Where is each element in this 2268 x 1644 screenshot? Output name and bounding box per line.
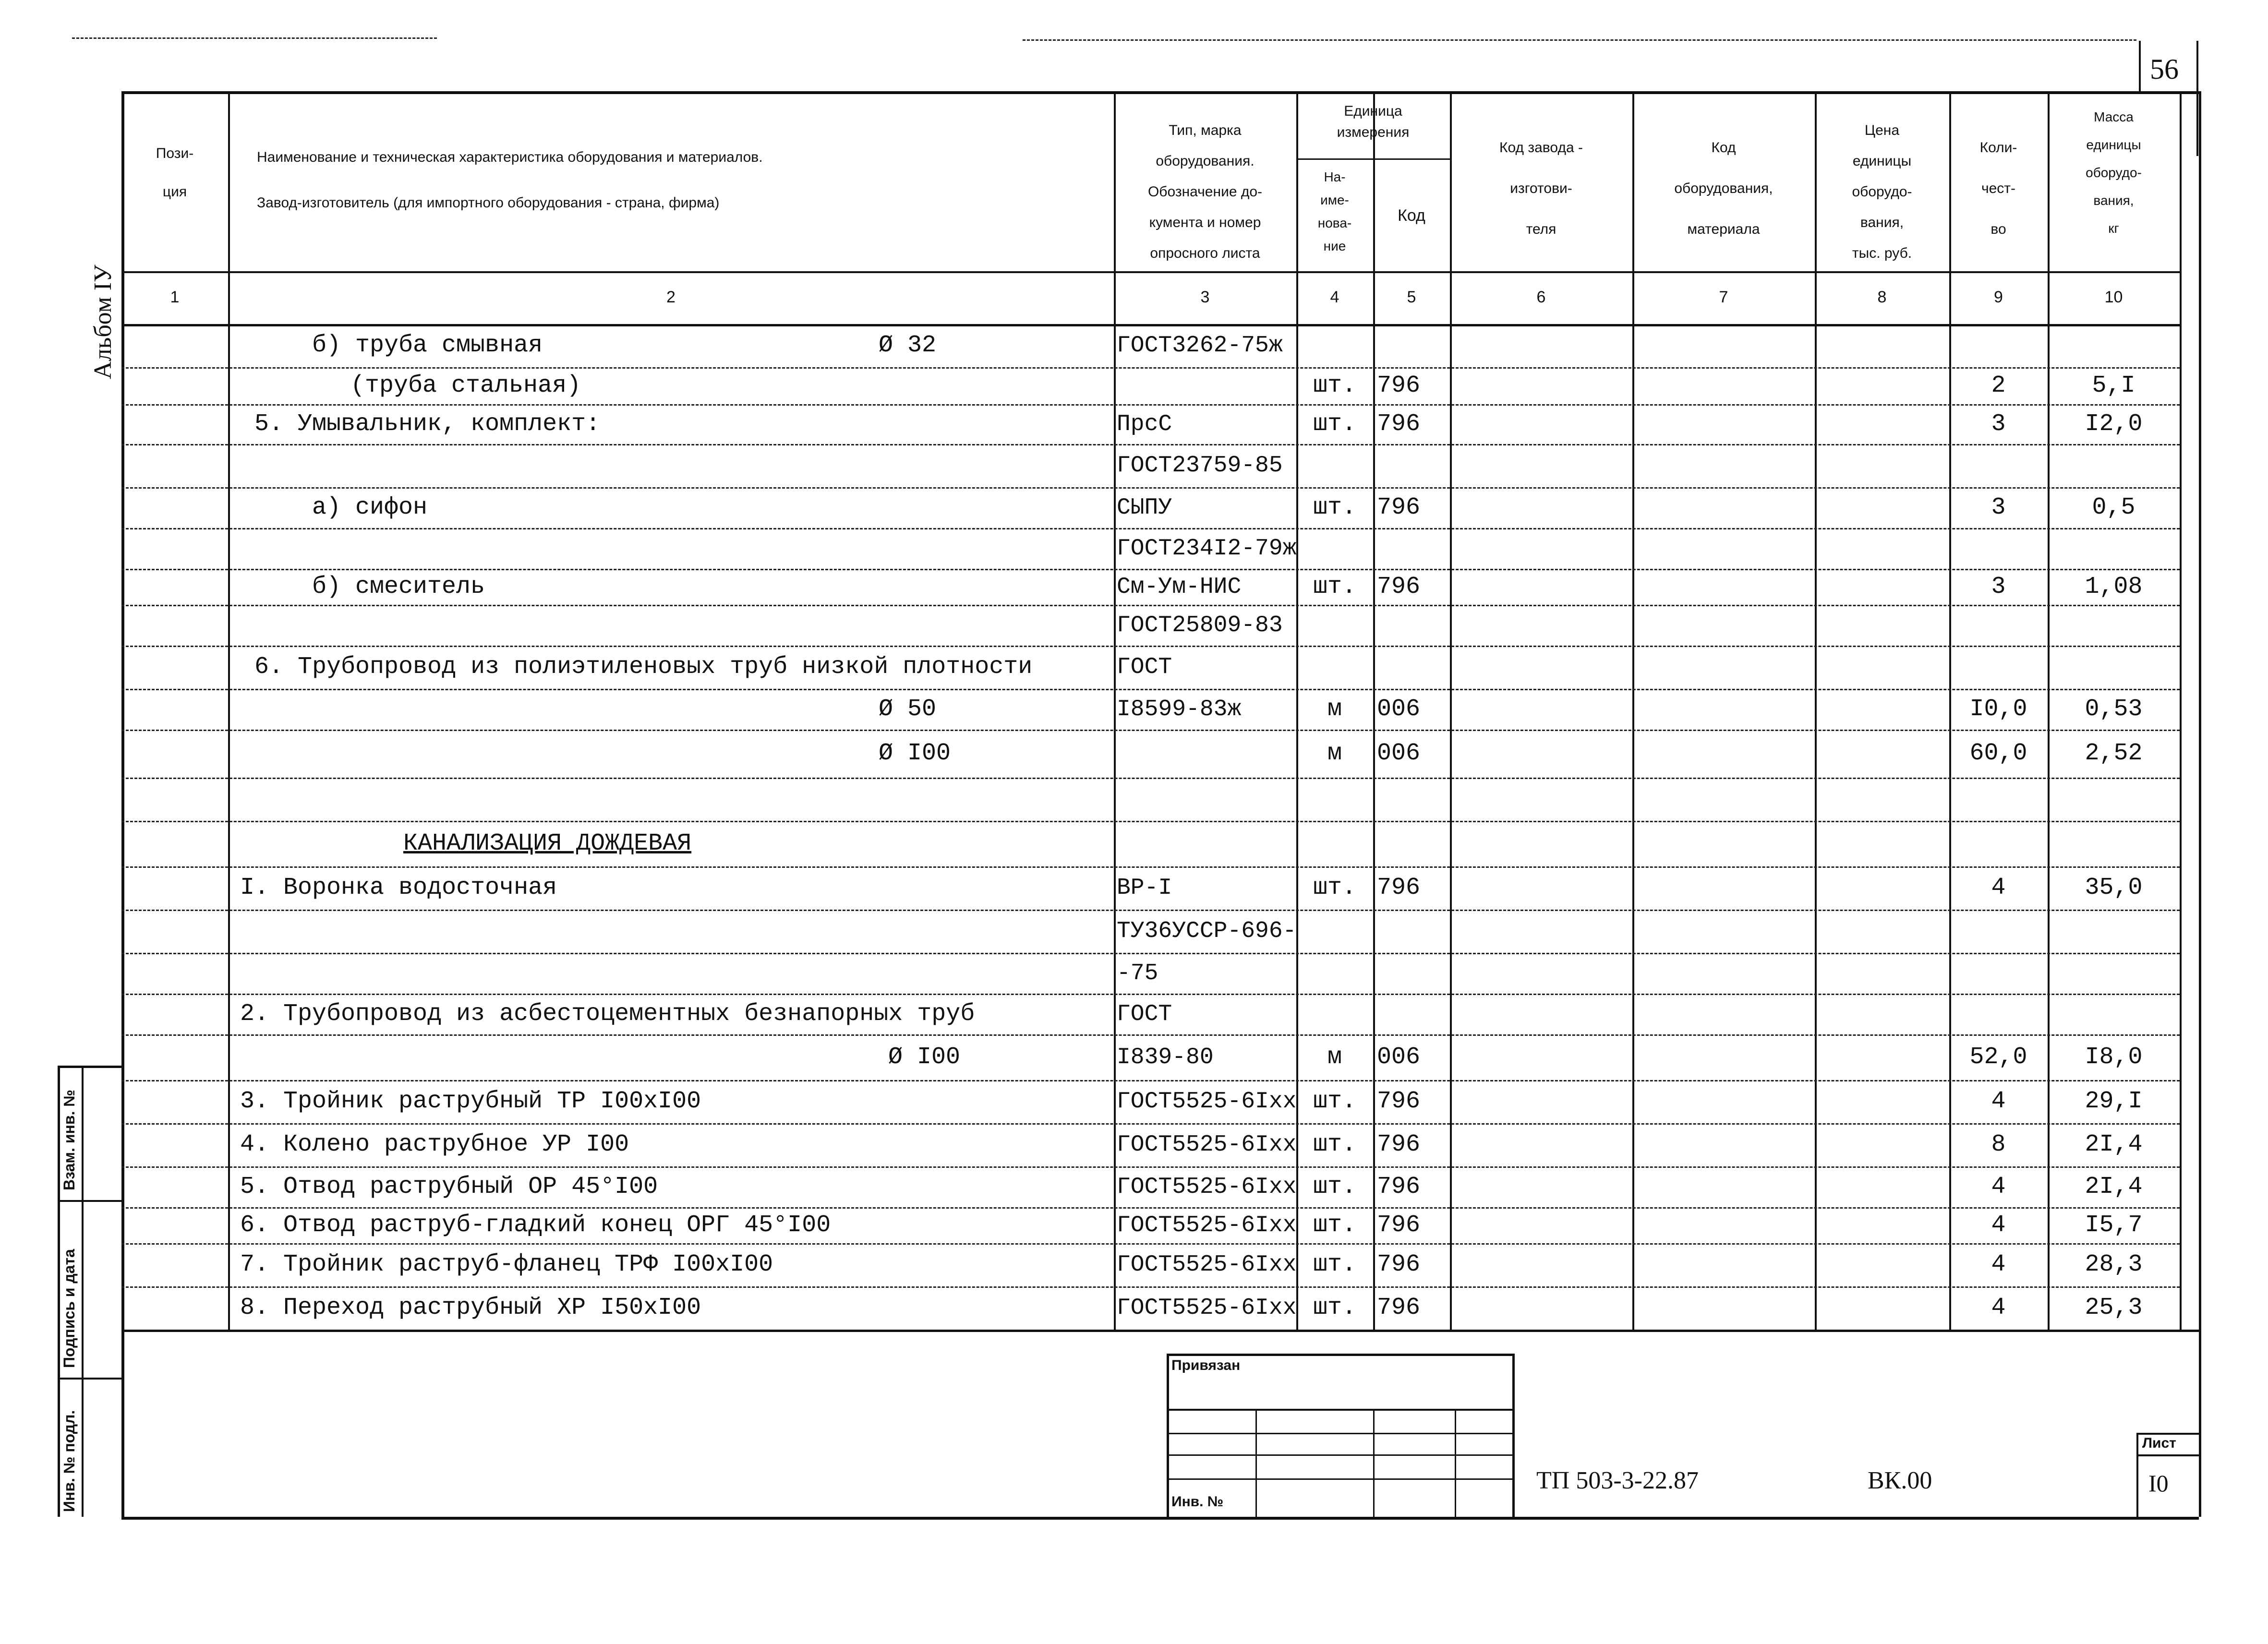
item-quantity: 60,0 [1969, 740, 2027, 767]
header-col2-line: Наименование и техническая характеристика оборудования и материалов. [257, 149, 763, 165]
header-col1-line: ция [162, 184, 187, 200]
item-type: ГОСТ5525-6Iхх [1117, 1212, 1297, 1238]
item-unit: шт. [1313, 1211, 1356, 1239]
row-separator [121, 404, 2180, 406]
row-separator [121, 953, 2180, 954]
item-type: ГОСТ [1117, 1001, 1172, 1027]
number-row-line [121, 324, 2180, 326]
header-col45_top-line: измерения [1337, 124, 1410, 140]
item-quantity: 2 [1991, 372, 2006, 399]
table-bottom-border [121, 1517, 2199, 1520]
column-divider [2180, 91, 2182, 1330]
header-col3-line: опросного листа [1150, 245, 1260, 261]
binding-box-line [1167, 1433, 1512, 1434]
header-col9-line: Коли- [1979, 140, 2017, 156]
column-number: 7 [1719, 288, 1728, 306]
item-unit: шт. [1313, 1173, 1356, 1200]
item-mass: 0,53 [2085, 695, 2143, 723]
header-col8 [1815, 115, 1949, 269]
binding-box-col [1455, 1409, 1456, 1517]
item-name: 7. Тройник раструб-фланец ТРФ I00хI00 [240, 1251, 773, 1278]
column-number: 6 [1536, 288, 1546, 306]
column-number: 3 [1200, 288, 1210, 306]
section-heading: КАНАЛИЗАЦИЯ ДОЖДЕВАЯ [403, 829, 692, 857]
item-mass: I2,0 [2085, 410, 2143, 438]
item-unit: м [1327, 740, 1342, 767]
unit-code-divider [1373, 158, 1375, 1330]
item-name: I. Воронка водосточная [240, 874, 557, 901]
item-unit-code: 796 [1377, 372, 1421, 399]
item-diameter: Ø 50 [879, 695, 937, 723]
header-col3-line: оборудования. [1156, 153, 1255, 169]
sheet-label: Лист [2142, 1435, 2176, 1451]
side-stamp-inner [82, 1066, 84, 1517]
item-unit-code: 006 [1377, 695, 1421, 723]
side-stamp-left [58, 1066, 60, 1517]
row-separator [121, 821, 2180, 822]
item-name: 3. Тройник раструбный ТР I00хI00 [240, 1088, 701, 1115]
column-number: 8 [1877, 288, 1887, 306]
item-quantity: 3 [1991, 573, 2006, 600]
row-separator [121, 1286, 2180, 1288]
header-col9-line: во [1991, 221, 2006, 237]
row-separator [121, 866, 2180, 868]
row-separator [121, 528, 2180, 529]
sheet-number: I0 [2148, 1470, 2169, 1497]
binding-box-right [1512, 1354, 1515, 1517]
header-col5: Код [1398, 206, 1425, 225]
header-col4-line: име- [1320, 192, 1349, 207]
item-unit: шт. [1313, 874, 1356, 901]
header-col10 [2048, 103, 2180, 242]
binding-box-line [1167, 1409, 1512, 1411]
row-separator [121, 1243, 2180, 1245]
item-unit-code: 796 [1377, 874, 1421, 901]
header-col4-line: На- [1324, 169, 1346, 184]
item-unit-code: 796 [1377, 573, 1421, 600]
item-type: I839-80 [1117, 1044, 1214, 1070]
item-unit-code: 796 [1377, 1131, 1421, 1158]
row-separator [121, 1166, 2180, 1168]
header-col1 [121, 134, 228, 211]
column-number: 9 [1994, 288, 2003, 306]
item-type: ГОСТ234I2-79ж [1117, 535, 1297, 562]
table-right-border [2199, 91, 2201, 1517]
item-quantity: 3 [1991, 493, 2006, 521]
header-col6-line: теля [1526, 221, 1556, 237]
header-col3-line: кумента и номер [1149, 215, 1261, 230]
header-col6-line: Код завода - [1499, 140, 1583, 156]
item-mass: I8,0 [2085, 1043, 2143, 1071]
inventory-number-label: Инв. № [1171, 1494, 1224, 1510]
item-type: ВР-I [1117, 875, 1172, 901]
item-unit: шт. [1313, 372, 1356, 399]
row-separator [121, 487, 2180, 489]
item-name: б) смеситель [312, 573, 485, 600]
header-col3 [1114, 115, 1296, 269]
item-quantity: 4 [1991, 1251, 2006, 1278]
item-type: ТУ36УССР-696- [1117, 918, 1297, 944]
item-diameter: Ø I00 [879, 740, 951, 767]
side-stamp-cell: Подпись и дата [60, 1249, 78, 1368]
column-number: 4 [1330, 288, 1339, 306]
column-number: 10 [2104, 288, 2123, 306]
item-unit: шт. [1313, 1088, 1356, 1115]
item-mass: 2I,4 [2085, 1131, 2143, 1158]
page-number: 56 [2150, 53, 2179, 85]
top-dash-right [1023, 39, 2136, 41]
item-type: ГОСТ5525-6Iхх [1117, 1252, 1297, 1278]
row-separator [121, 646, 2180, 647]
header-col10-line: оборудо- [2086, 165, 2142, 180]
row-separator [121, 1207, 2180, 1209]
item-unit-code: 006 [1377, 1043, 1421, 1071]
document-code: ТП 503-3-22.87 [1536, 1467, 1699, 1494]
row-separator [121, 1034, 2180, 1036]
item-name: (труба стальная) [350, 372, 581, 399]
item-name: а) сифон [312, 493, 428, 521]
row-separator [121, 1123, 2180, 1125]
sheet-box-left [2136, 1433, 2138, 1517]
header-col7 [1632, 127, 1815, 250]
item-unit: шт. [1313, 493, 1356, 521]
header-col9 [1949, 127, 2048, 250]
header-col7-line: Код [1711, 140, 1736, 156]
header-col2 [257, 134, 1104, 226]
item-unit-code: 796 [1377, 1088, 1421, 1115]
item-type: ГОСТ25809-83 [1117, 612, 1283, 638]
item-quantity: 4 [1991, 874, 2006, 901]
header-bottom-line [121, 271, 2180, 273]
item-mass: 1,08 [2085, 573, 2143, 600]
header-col4 [1296, 166, 1373, 258]
item-unit: шт. [1313, 573, 1356, 600]
header-col1-line: Пози- [156, 145, 194, 161]
item-mass: 29,I [2085, 1088, 2143, 1115]
side-stamp-split [58, 1378, 122, 1380]
item-type: -75 [1117, 960, 1158, 986]
item-quantity: 3 [1991, 410, 2006, 438]
header-col45_top-line: Единица [1344, 103, 1402, 119]
body-bottom-line [121, 1330, 2199, 1332]
page-number-border [2139, 41, 2141, 94]
header-col4-line: нова- [1317, 216, 1352, 230]
column-divider [1815, 91, 1817, 1330]
item-name: 8. Переход раструбный ХР I50хI00 [240, 1294, 701, 1321]
column-divider [1114, 91, 1116, 1330]
binding-box-col [1373, 1409, 1375, 1517]
header-col3-line: Обозначение до- [1147, 184, 1263, 200]
row-separator [121, 444, 2180, 445]
item-mass: 25,3 [2085, 1294, 2143, 1321]
side-stamp-top [58, 1066, 122, 1068]
item-unit: шт. [1313, 1251, 1356, 1278]
header-col8-line: единицы [1852, 153, 1912, 169]
binding-box-left [1167, 1354, 1169, 1517]
header-col8-line: Цена [1864, 122, 1900, 138]
item-name: 6. Отвод раструб-гладкий конец ОРГ 45°I00 [240, 1211, 831, 1239]
item-type: I8599-83ж [1117, 696, 1242, 722]
item-unit: м [1327, 695, 1342, 723]
item-name: 6. Трубопровод из полиэтиленовых труб низкой плотности [254, 653, 1033, 681]
column-divider [1450, 91, 1452, 1330]
item-unit: шт. [1313, 1294, 1356, 1321]
header-col10-line: Масса [2094, 109, 2134, 124]
item-name: 2. Трубопровод из асбестоцементных безнапорных труб [240, 1000, 975, 1028]
header-col7-line: материала [1687, 221, 1760, 237]
item-name: 5. Отвод раструбный ОР 45°I00 [240, 1173, 658, 1200]
item-quantity: 4 [1991, 1173, 2006, 1200]
item-name: 4. Колено раструбное УР I00 [240, 1131, 629, 1158]
header-col45_top [1296, 101, 1450, 143]
header-col8-line: тыс. руб. [1852, 245, 1912, 261]
item-type: ГОСТ5525-6Iхх [1117, 1132, 1297, 1158]
item-unit-code: 006 [1377, 740, 1421, 767]
header-col3-line: Тип, марка [1169, 122, 1242, 138]
binding-box-line [1167, 1478, 1512, 1480]
binding-label: Привязан [1171, 1357, 1241, 1373]
item-type: ГОСТ5525-6Iхх [1117, 1295, 1297, 1321]
item-diameter: Ø 32 [879, 332, 937, 359]
item-quantity: 4 [1991, 1294, 2006, 1321]
header-col6 [1450, 127, 1632, 250]
item-quantity: 52,0 [1969, 1043, 2027, 1071]
item-type: СЫПУ [1117, 494, 1172, 521]
row-separator [121, 730, 2180, 731]
sheet-box-top [2136, 1433, 2199, 1435]
item-unit-code: 796 [1377, 1173, 1421, 1200]
column-divider [228, 91, 230, 1330]
column-number: 2 [666, 288, 676, 306]
row-separator [121, 994, 2180, 995]
item-type: ГОСТ3262-75ж [1117, 333, 1283, 359]
header-col9-line: чест- [1981, 180, 2016, 196]
row-separator [121, 367, 2180, 369]
item-unit-code: 796 [1377, 410, 1421, 438]
column-number: 1 [170, 288, 180, 306]
row-separator [121, 778, 2180, 779]
header-col8-line: вания, [1860, 215, 1904, 230]
item-mass: 35,0 [2085, 874, 2143, 901]
header-col7-line: оборудования, [1674, 180, 1773, 196]
item-unit-code: 796 [1377, 493, 1421, 521]
header-col2-line: Завод-изготовитель (для импортного оборудования - страна, фирма) [257, 195, 720, 211]
section-code: ВК.00 [1868, 1467, 1932, 1494]
item-mass: I5,7 [2085, 1211, 2143, 1239]
table-top-border [121, 91, 2199, 94]
side-stamp-split [58, 1200, 122, 1202]
header-col10-line: вания, [2093, 193, 2134, 208]
binding-box-col [1255, 1409, 1257, 1517]
header-col10-line: кг [2108, 221, 2119, 236]
item-type: См-Ум-НИС [1117, 574, 1242, 600]
binding-box-line [1167, 1454, 1512, 1456]
top-dash-left [72, 37, 437, 39]
header-col10-line: единицы [2086, 137, 2141, 152]
item-unit-code: 796 [1377, 1294, 1421, 1321]
row-separator [121, 569, 2180, 570]
header-col4-line: ние [1323, 239, 1346, 253]
row-separator [121, 689, 2180, 690]
item-name: 5. Умывальник, комплект: [254, 410, 601, 438]
item-type: ГОСТ5525-6Iхх [1117, 1089, 1297, 1115]
column-number: 5 [1407, 288, 1416, 306]
binding-box-top [1167, 1354, 1512, 1356]
item-mass: 0,5 [2092, 493, 2135, 521]
item-unit: шт. [1313, 1131, 1356, 1158]
item-unit-code: 796 [1377, 1211, 1421, 1239]
row-separator [121, 1080, 2180, 1081]
item-quantity: 8 [1991, 1131, 2006, 1158]
album-label: Альбом IУ [89, 264, 117, 379]
item-type: ГОСТ5525-6Iхх [1117, 1174, 1297, 1200]
item-name: б) труба смывная [312, 332, 543, 359]
header-col6-line: изготови- [1510, 180, 1572, 196]
item-mass: 2I,4 [2085, 1173, 2143, 1200]
item-quantity: 4 [1991, 1088, 2006, 1115]
row-separator [121, 910, 2180, 911]
item-mass: 28,3 [2085, 1251, 2143, 1278]
item-quantity: I0,0 [1969, 695, 2027, 723]
item-mass: 2,52 [2085, 740, 2143, 767]
item-type: ГОСТ23759-85 [1117, 453, 1283, 479]
item-unit: шт. [1313, 410, 1356, 438]
item-type: ГОСТ [1117, 654, 1172, 680]
item-quantity: 4 [1991, 1211, 2006, 1239]
item-diameter: Ø I00 [888, 1043, 961, 1071]
header-col8-line: оборудо- [1852, 184, 1912, 200]
side-stamp-cell: Инв. № подл. [60, 1410, 78, 1512]
item-type: ПрсС [1117, 411, 1172, 437]
item-unit-code: 796 [1377, 1251, 1421, 1278]
column-divider [1632, 91, 1634, 1330]
sheet-box-line [2136, 1454, 2199, 1456]
row-separator [121, 605, 2180, 606]
item-unit: м [1327, 1043, 1342, 1071]
item-mass: 5,I [2092, 372, 2135, 399]
side-stamp-cell: Взам. инв. № [60, 1090, 78, 1190]
